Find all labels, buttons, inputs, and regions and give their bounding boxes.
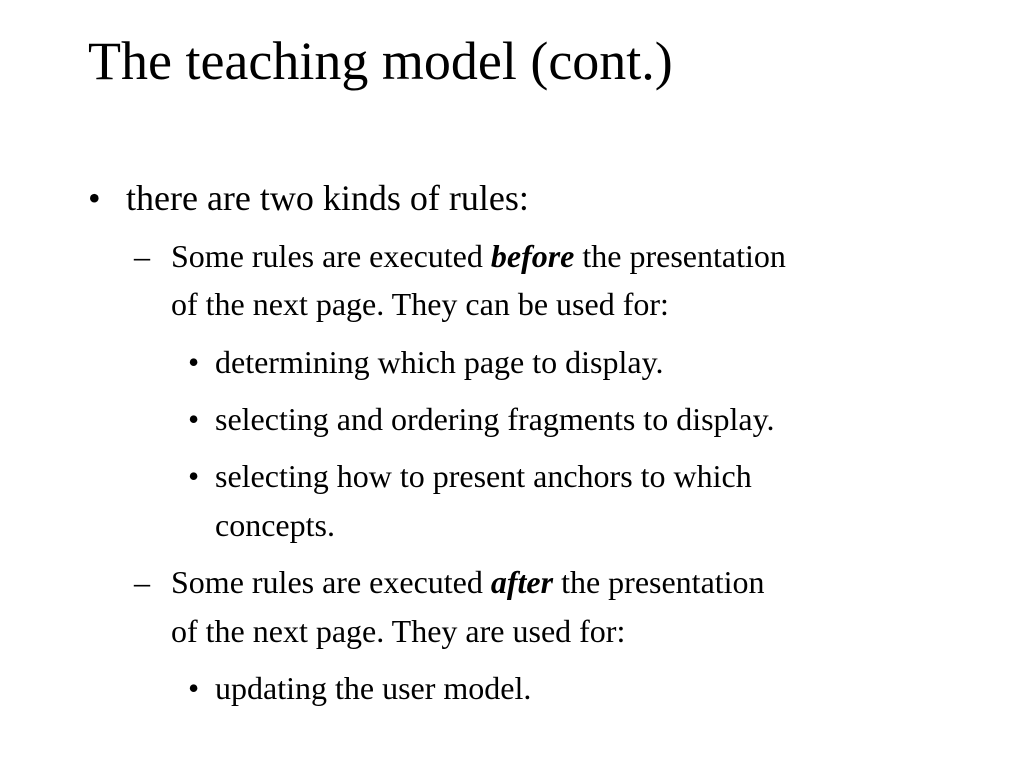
bullet-icon: • <box>188 344 200 380</box>
dash-marker: – <box>134 238 150 274</box>
after-rules-line1 <box>171 564 765 600</box>
bullet-icon: • <box>188 458 200 494</box>
after-rules-pre: Some rules are executed <box>171 564 491 600</box>
before-item-2: selecting and ordering fragments to display. <box>215 401 775 437</box>
after-emphasis: after <box>490 564 554 600</box>
bullet-icon: • <box>88 178 101 218</box>
slide-title: The teaching model (cont.) <box>88 31 673 91</box>
bullet-icon: • <box>188 670 200 706</box>
bullet-icon: • <box>188 401 200 437</box>
before-item-3-line1: selecting how to present anchors to which <box>215 458 752 494</box>
level1-text: there are two kinds of rules: <box>126 178 529 218</box>
before-rules-line1 <box>171 238 786 274</box>
after-item-1: updating the user model. <box>215 670 532 706</box>
dash-marker: – <box>134 564 150 600</box>
before-item-1: determining which page to display. <box>215 344 664 380</box>
before-emphasis: before <box>490 238 575 274</box>
before-rules-pre: Some rules are executed <box>171 238 491 274</box>
after-rules-post: the presentation <box>553 564 765 600</box>
after-rules-line2: of the next page. They are used for: <box>171 613 626 649</box>
before-item-3-line2: concepts. <box>215 507 335 543</box>
before-rules-post: the presentation <box>574 238 786 274</box>
before-rules-line2: of the next page. They can be used for: <box>171 286 669 322</box>
